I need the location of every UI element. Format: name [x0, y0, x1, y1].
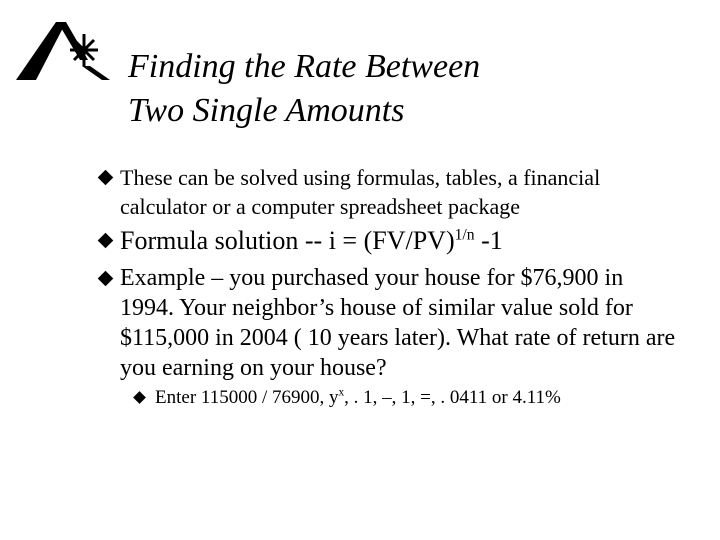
diamond-bullet-icon — [133, 391, 146, 404]
title-line-1: Finding the Rate Between — [128, 48, 481, 85]
formula-suffix: -1 — [474, 226, 503, 255]
bullet-item-methods — [100, 163, 680, 221]
bullet-item-formula — [100, 224, 680, 258]
logo-icon — [14, 20, 114, 86]
calculator-keys-suffix: , . 1, –, 1, =, . 0411 or 4.11% — [344, 387, 561, 408]
bullet-text: These can be solved using formulas, tables, a financial calculator or a computer spreadsheet package — [120, 165, 601, 219]
diamond-bullet-icon — [98, 170, 114, 186]
calculator-keys-text: Enter 115000 / 76900, y — [155, 387, 339, 408]
slide-title — [128, 45, 480, 133]
diamond-bullet-icon — [98, 233, 114, 249]
bullet-item-example — [100, 263, 680, 383]
title-line-2: Two Single Amounts — [128, 92, 405, 129]
diamond-bullet-icon — [98, 271, 114, 287]
formula-exponent: 1/n — [454, 226, 475, 244]
formula-text: Formula solution -- i = (FV/PV) — [120, 226, 455, 255]
bullet-text: Example – you purchased your house for $76,900 in 1994. Your neighbor’s house of similar value sold for $115,000 in 2004 ( 10 years later). What rate of return are you earning on your house? — [120, 265, 676, 381]
calculator-exponent: x — [338, 386, 345, 399]
sub-bullet-item-calculator — [135, 386, 675, 410]
